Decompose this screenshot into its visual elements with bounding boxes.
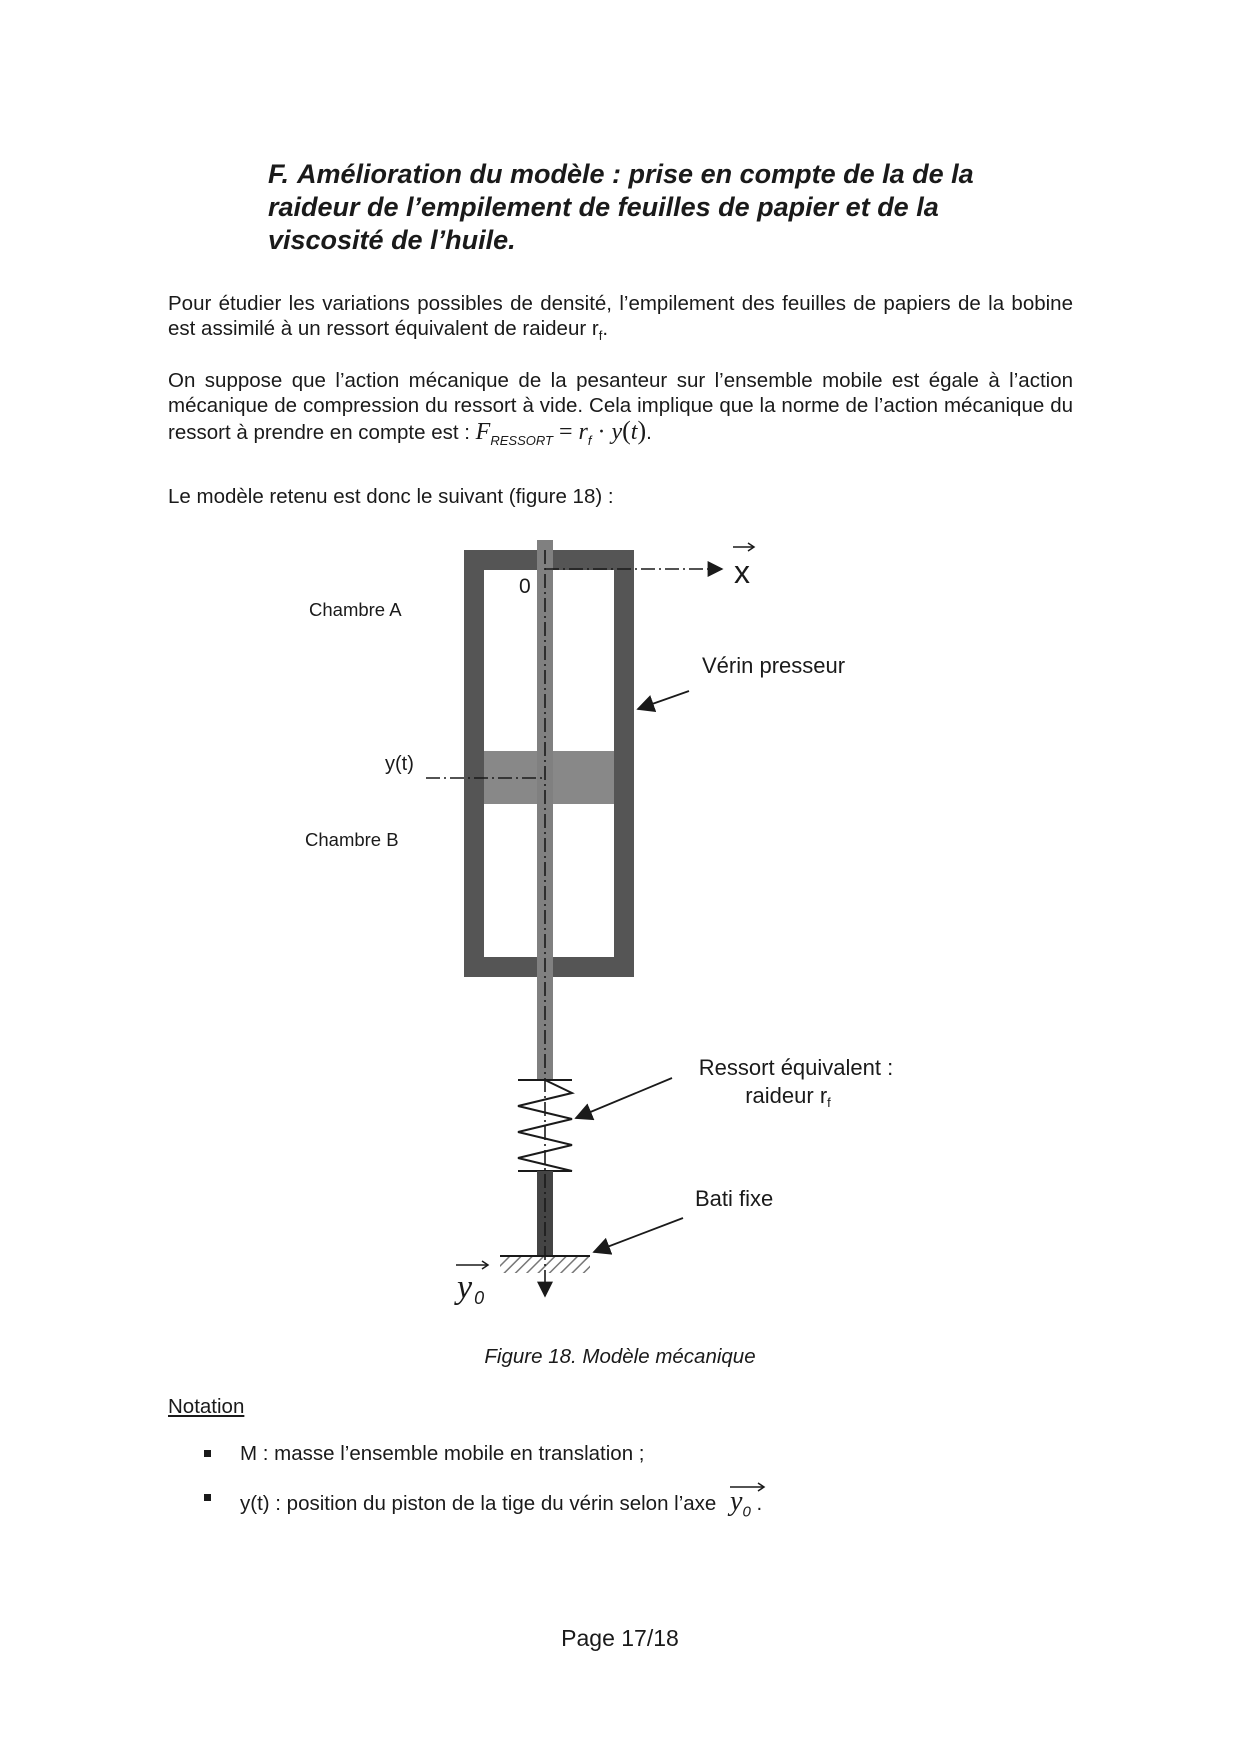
spring-arrow: [576, 1078, 672, 1118]
mechanical-model-diagram: [0, 530, 1240, 1330]
vector-arrow-icon: [730, 1482, 766, 1492]
paragraph-1-sub: f: [598, 328, 603, 344]
spring-label-line-1: Ressort équivalent :: [698, 1055, 894, 1080]
formula-end: .: [646, 421, 652, 444]
y0-axis-sub: 0: [474, 1288, 485, 1308]
formula-r: r: [578, 419, 588, 445]
page-number: Page 17/18: [561, 1625, 679, 1651]
notation-list: [198, 1440, 762, 1528]
cylinder-arrow: [638, 691, 689, 709]
y0-axis-label: [454, 1269, 484, 1308]
spring-label-sub: f: [827, 1095, 831, 1110]
formula-f: F: [475, 419, 491, 445]
paragraph-3: Le modèle retenu est donc le suivant (figure 18) :: [168, 485, 614, 508]
formula-eq: =: [558, 419, 573, 445]
paragraph-1-end: .: [602, 317, 609, 340]
notation-title: Notation: [168, 1395, 245, 1418]
section-heading: [268, 158, 1048, 257]
y0-vector-letter: y: [730, 1486, 743, 1517]
y0-vector-sub: 0: [742, 1503, 751, 1521]
rod-top: [537, 540, 553, 550]
chamber-a-label: Chambre A: [309, 599, 402, 620]
heading-line-2: raideur de l’empilement de feuilles de papier et de la: [268, 192, 939, 222]
formula-y: y: [611, 419, 623, 445]
bullet-square-icon: [204, 1450, 211, 1457]
spring-label-line-2: [745, 1083, 831, 1110]
paragraph-1: [168, 291, 1073, 348]
y0-vector: [730, 1484, 751, 1527]
formula-close: ): [637, 416, 647, 445]
paragraph-1-text: Pour étudier les variations possibles de densité, l’empilement des feuilles de papiers de la bobine est assimilé à un ressort équivalent de raideur r: [168, 292, 1073, 340]
notation-item-text: y(t) : position du piston de la tige du vérin selon l’axe: [240, 1492, 717, 1515]
frame-label: Bati fixe: [695, 1186, 774, 1211]
yt-label: y(t): [385, 753, 414, 775]
spring-label-text: raideur r: [745, 1083, 828, 1108]
notation-item-end: .: [756, 1492, 763, 1515]
frame-arrow: [594, 1218, 683, 1252]
formula-f-sub: RESSORT: [490, 432, 553, 448]
heading-line-1: [268, 158, 1048, 191]
formula-r-sub: f: [587, 432, 592, 448]
paragraph-2: [168, 368, 1073, 453]
heading-line-1-text: Amélioration du modèle : prise en compte de la de la: [297, 159, 974, 189]
notation-item-text: M : masse l’ensemble mobile en translation ;: [240, 1442, 645, 1465]
cylinder-label: Vérin presseur: [702, 653, 846, 678]
paragraph-2-text: On suppose que l’action mécanique de la pesanteur sur l’ensemble mobile est égale à l’action mécanique de compression du ressort à vide. Cela implique que la norme de l’action mécanique du ressort à prendre en compte est :: [168, 369, 1073, 444]
y0-axis-letter: y: [457, 1269, 473, 1306]
x-axis-label: x: [734, 554, 750, 590]
heading-line-3: viscosité de l’huile.: [268, 225, 516, 255]
formula-dot: ·: [597, 419, 606, 445]
formula-open: (: [622, 416, 631, 445]
origin-label: 0: [519, 575, 531, 598]
chamber-b-label: Chambre B: [305, 829, 399, 850]
formula-t: t: [630, 419, 638, 445]
heading-letter: F.: [268, 159, 290, 189]
notation-item: [198, 1440, 762, 1484]
figure-caption: Figure 18. Modèle mécanique: [484, 1345, 756, 1368]
spring-force-formula: [475, 416, 647, 448]
bullet-square-icon: [204, 1494, 211, 1501]
notation-item: [198, 1484, 762, 1528]
